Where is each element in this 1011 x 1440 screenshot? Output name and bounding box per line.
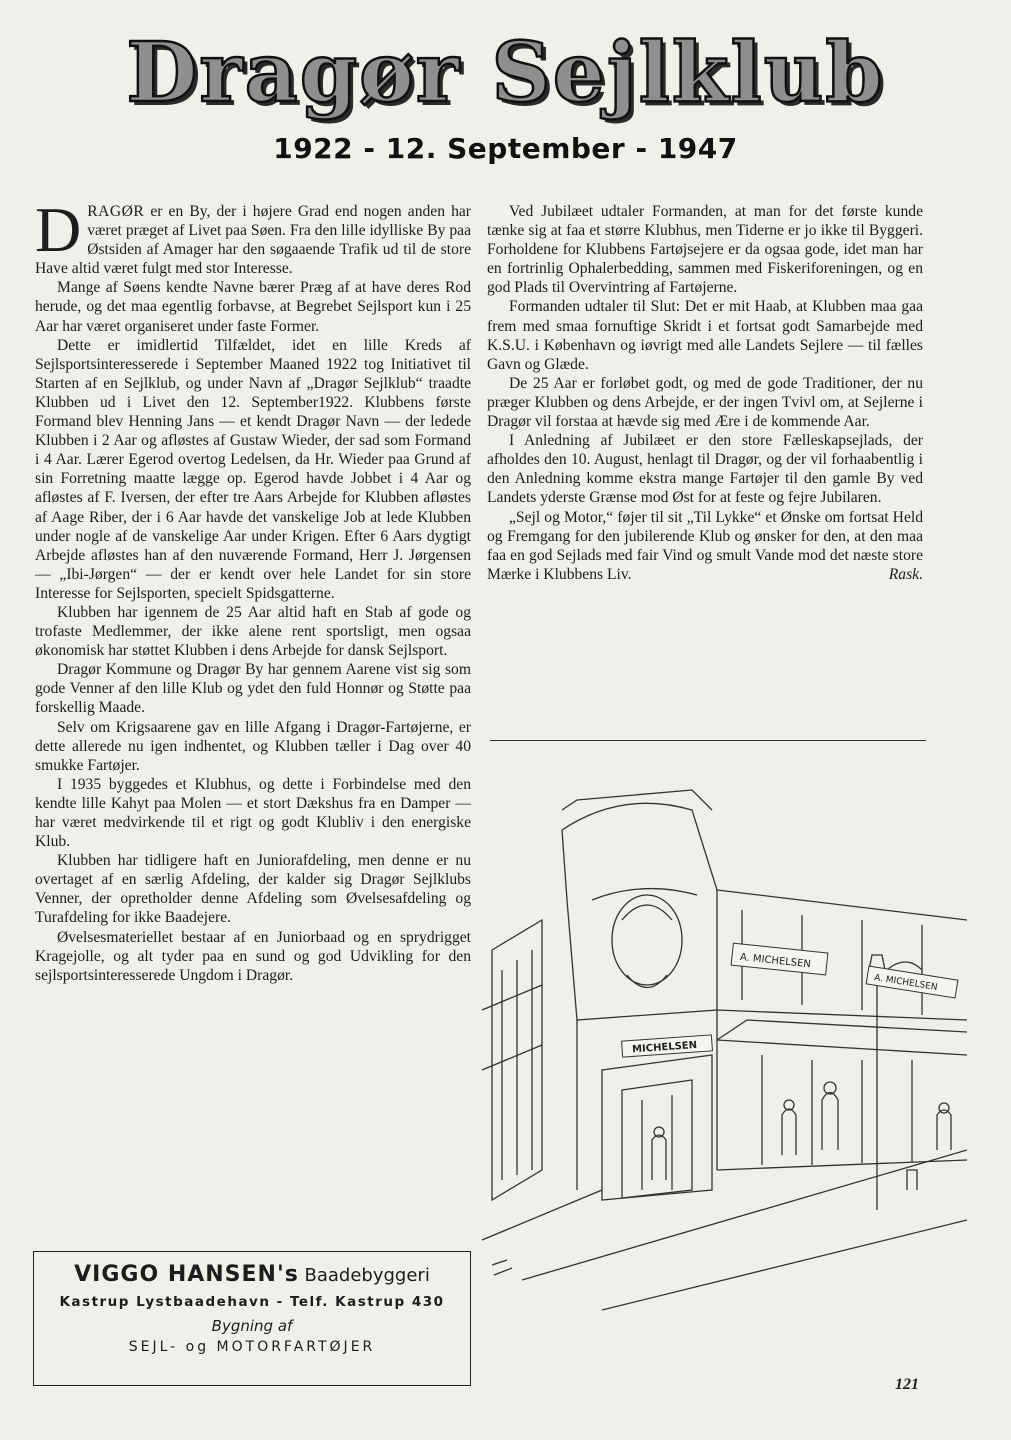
masthead-dateline: 1922 - 12. September - 1947 bbox=[273, 132, 738, 165]
article-paragraph: I 1935 byggedes et Klubhus, og dette i Forbindelse med den kendte lille Kahyt paa Molen — et stort Dækshus fra en Damper — har været medvirkende til et rigt og godt Klubliv i den energiske Klub. bbox=[35, 775, 471, 851]
sign-corner-text: A. MICHELSEN bbox=[739, 951, 812, 971]
author-signature: Rask. bbox=[888, 565, 923, 583]
article-paragraph bbox=[487, 508, 923, 584]
article-paragraph: Selv om Krigsaarene gav en lille Afgang i Dragør-Fartøjerne, er dette allerede nu igen indhentet, og Klubben tæller i Dag over 40 smukke Fartøjer. bbox=[35, 718, 471, 774]
ad-company-name: VIGGO HANSEN's bbox=[74, 1262, 299, 1287]
ad-trade: Baadebyggeri bbox=[298, 1265, 430, 1286]
article-paragraph: Ved Jubilæet udtaler Formanden, at man for det første kunde tænke sig at faa et større Klubhus, men Tiderne er jo ikke til Byggeri. Forholdene for Klubbens Fartøjsejere er da ogsaa gode, idet man har en fortrinlig Ophalerbedding, sammen med Fiskeriforeningen, og en god Plads til Overvintring af Fartøjerne. bbox=[487, 203, 923, 297]
ad-heading bbox=[34, 1262, 470, 1287]
article-paragraph: De 25 Aar er forløbet godt, og med de gode Traditioner, der nu præger Klubben og dens Arbejde, er der ingen Tvivl om, at Sejlerne i Dragør vil forstaa at hævde sig med Ære i de kommende Aar. bbox=[487, 374, 923, 431]
article-paragraph: I Anledning af Jubilæet er den store Fælleskapsejlads, der afholdes den 10. August, henlagt til Dragør, og der vil forhaabentlig i den Anledning komme ekstra mange Fartøjer til den gamle By ved Landets yderste Grænse mod Øst for at feste og fejre Jubilaren. bbox=[487, 432, 923, 507]
advertisement-box bbox=[33, 1251, 471, 1386]
article-paragraph bbox=[35, 194, 471, 278]
ad-products: SEJL- og MOTORFARTØJER bbox=[128, 1339, 376, 1355]
column-divider-rule bbox=[490, 740, 926, 741]
article-paragraph: Klubben har igennem de 25 Aar altid haft en Stab af gode og trofaste Medlemmer, der ikke alene rent sportsligt, men ogsaa økonomisk har støttet Klubben i dens Arbejde for dansk Sejlsport. bbox=[35, 603, 471, 660]
article-paragraph: Dragør Kommune og Dragør By har gennem Aarene vist sig som gode Venner af den lille Klub og ydet den fuld Honnør og Støtte paa forskellig Maade. bbox=[35, 661, 471, 717]
article-paragraph: Mange af Søens kendte Navne bærer Præg af at have deres Rod herude, og det maa egentlig forbavse, at Begrebet Sejlsport kun i 25 Aar har været organiseret under faste Former. bbox=[35, 279, 471, 335]
paragraph-text: er en By, der i højere Grad end nogen anden har været præget af Livet paa Søen. Fra den lille idylliske By paa Østsiden af Amager har den søgaaende Trafik ud til de store Have altid været fulgt med stor Interesse. bbox=[35, 203, 471, 278]
sign-door-text: MICHELSEN bbox=[631, 1039, 698, 1056]
article-paragraph: Dette er imidlertid Tilfældet, idet en lille Kreds af Sejlsportsinteresserede i September Maaned 1922 tog Initiativet til Starten af en Sejlklub, og under Navn af „Dragør Sejlklub“ traadte Klubben ud i Livet den 12. September1922. Klubbens første Formand blev Henning Jans — et kendt Dragør Navn — der ledede Klubben i 2 Aar og afløstes af Gustaw Wieder, der sad som Formand i 4 Aar. Lærer Egerod overtog Ledelsen, da Hr. Wieder paa Grund af sin Forretning maatte lægge op. Egerod havde Jobbet i 4 Aar og afløstes af F. Iversen, der efter tre Aars Arbejde for Klubben afløstes af Aage Riber, der i 6 Aar havde det vanskelige Job at lede Klubben under nogle af de vanskelige Aar under Krigen. Efter 6 Aars dygtigt Arbejde afløstes han af den nuværende Formand, Herr J. Jørgensen — „Ibi-Jørgen“ — der er kendt over hele Landet for sin store Interesse for Sejlsporten, specielt Spidsgatterne. bbox=[35, 336, 471, 602]
drop-cap: D bbox=[35, 194, 82, 265]
article-paragraph: Øvelsesmateriellet bestaar af en Juniorbaad og en sprydrigget Kragejolle, og alt tyder paa en sund og god Udvikling for den sejlsportsinteresserede Ungdom i Dragør. bbox=[35, 928, 471, 984]
article-paragraph: Klubben har tidligere haft en Juniorafdeling, men denne er nu overtaget af en særlig Afdeling, der kalder sig Dragør Sejlklubs Venner, der opretholder denne Afdeling som Øvelsesafdeling og Turafdeling for ikke Baadejere. bbox=[35, 852, 471, 927]
article-paragraph: Formanden udtaler til Slut: Det er mit Haab, at Klubben maa gaa frem med smaa fornuftige Skridt i et fortsat godt Samarbejde med K.S.U. i København og iøvrigt med alle Landets Sejlere — til fælles Gavn og Glæde. bbox=[487, 298, 923, 373]
masthead-title: Dragør Sejlklub bbox=[126, 25, 885, 121]
street-corner-illustration bbox=[482, 770, 967, 1325]
article-right-column bbox=[487, 202, 923, 584]
ad-address: Kastrup Lystbaadehavn - Telf. Kastrup 430 bbox=[59, 1294, 445, 1310]
article-left-column bbox=[35, 194, 471, 985]
ad-tagline: Bygning af bbox=[211, 1317, 293, 1335]
lead-caps: RAGØR bbox=[87, 203, 145, 220]
sign-side-text: A. MICHELSEN bbox=[873, 973, 939, 993]
paragraph-text: „Sejl og Motor,“ føjer til sit „Til Lykke“ et Ønske om fortsat Held og Fremgang for den jubilerende Klub og ønsker for den, at den maa faa en god Sejlads med fair Vind og smult Vande mod det næste store Mærke i Klubbens Liv. bbox=[487, 508, 923, 583]
page-number: 121 bbox=[895, 1376, 919, 1393]
